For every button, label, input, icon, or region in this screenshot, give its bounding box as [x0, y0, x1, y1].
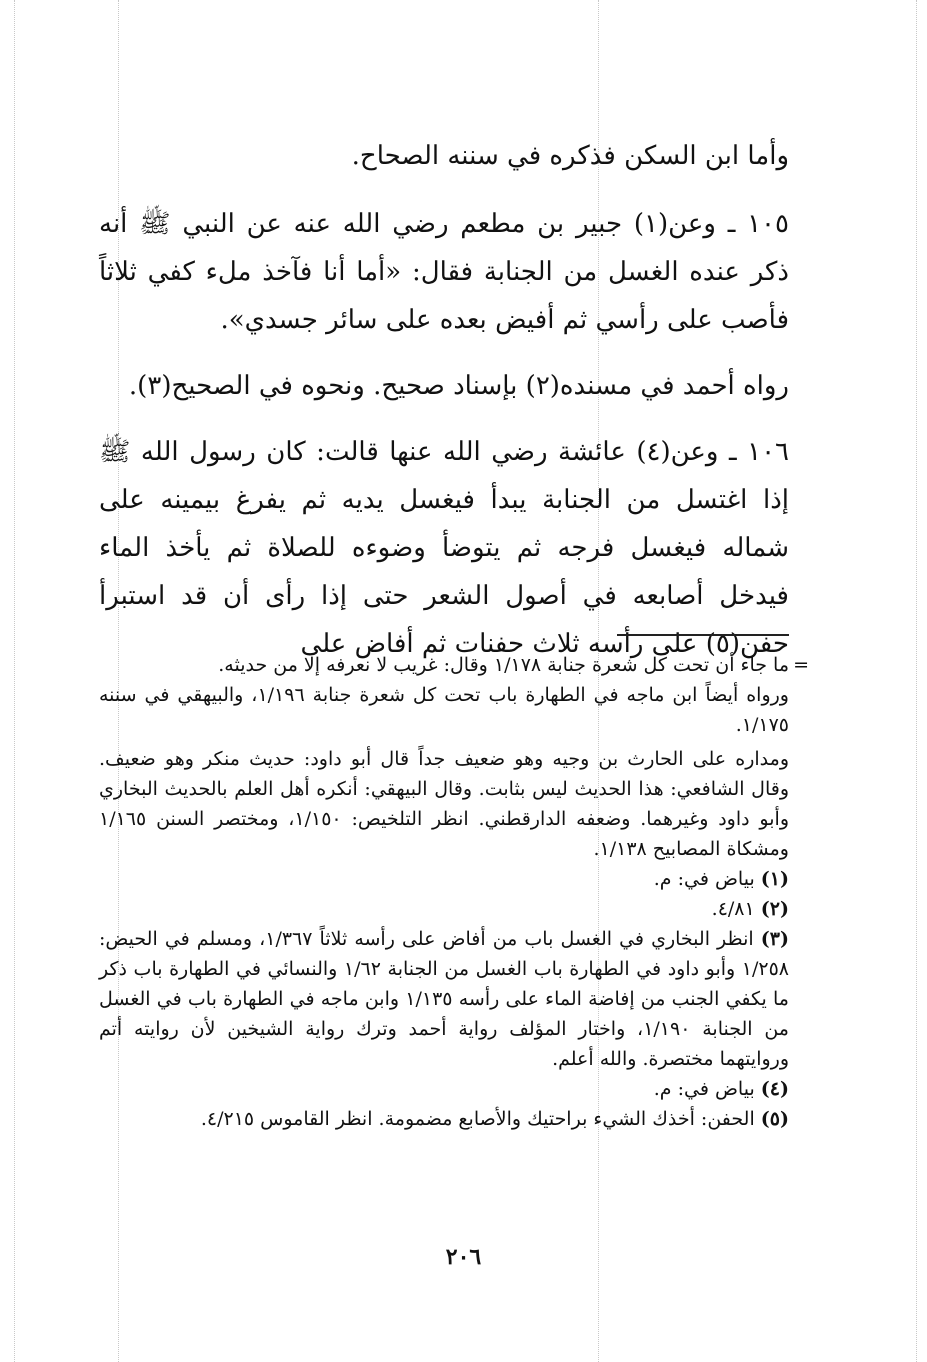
footnotes: [99, 650, 809, 1134]
hadith-105-source: رواه أحمد في مسنده(٢) بإسناد صحيح. ونحوه في الصحيح(٣).: [128, 371, 789, 401]
page-number: ٢٠٦: [445, 1244, 482, 1270]
footnote-separator: [617, 634, 789, 636]
scan-guide-line: [916, 0, 917, 1362]
paragraph-intro: وأما ابن السكن فذكره في سننه الصحاح.: [351, 141, 789, 171]
hadith-106: ١٠٦ ـ وعن(٤) عائشة رضي الله عنها قالت: كان رسول الله ﷺ إذا اغتسل من الجنابة يبدأ فيغسل يديه ثم يفرغ بيمينه على شماله فيغسل فرجه ثم يتوضأ وضوءه للصلاة ثم يأخذ الماء فيدخل أصابعه في أصول الشعر حتى إذا رأى أن قد استبرأ حفن(٥) على رأسه ثلاث حفنات ثم أفاض على: [99, 437, 790, 659]
footnote-text: بياض في: م.: [653, 868, 755, 890]
footnote-1: [99, 864, 789, 894]
scan-guide-line: [14, 0, 15, 1362]
footnote-number: (٣): [760, 928, 789, 950]
footnote-text: بياض في: م.: [653, 1078, 755, 1100]
hadith-105: ١٠٥ ـ وعن(١) جبير بن مطعم رضي الله عنه عن النبي ﷺ أنه ذكر عنده الغسل من الجنابة فقال: «أما أنا فآخذ ملء كفي ثلاثاً فأصب على رأسي ثم أفيض بعده على سائر جسدي».: [99, 209, 789, 335]
footnote-number: (٥): [760, 1108, 789, 1130]
footnote-number: (٢): [760, 898, 789, 920]
footnote-text: الحفن: أخذك الشيء براحتيك والأصابع مضمومة. انظر القاموس ٤/٢١٥.: [200, 1108, 755, 1130]
footnote-continuation: ورواه أيضاً ابن ماجه في الطهارة باب تحت كل شعرة جنابة ١/١٩٦، والبيهقي في سننه ١/١٧٥.: [99, 684, 789, 736]
main-text: [99, 132, 789, 686]
footnote-number: (٤): [760, 1078, 789, 1100]
footnote-continuation: ومداره على الحارث بن وجيه وهو ضعيف جداً قال أبو داود: حديث منكر وهو ضعيف. وقال الشافعي: هذا الحديث ليس بثابت. وقال البيهقي: أنكره أهل العلم بالحديث البخاري وأبو داود وغيرهما. وضعفه الدارقطني. انظر التلخيص: ١/١٥٠، ومختصر السنن ١/١٦٥ ومشكاة المصابيح ١/١٣٨.: [99, 748, 789, 860]
continuation-marker: =: [793, 654, 809, 676]
footnote-number: (١): [760, 868, 789, 890]
footnote-3: [99, 924, 789, 1074]
footnote-text: ٤/٨١.: [711, 898, 755, 920]
footnote-2: [99, 894, 789, 924]
footnote-text: انظر البخاري في الغسل باب من أفاض على رأسه ثلاثاً ١/٣٦٧، ومسلم في الحيض: ١/٢٥٨ وأبو داود في الطهارة باب الغسل من الجنابة ١/٦٢ والنسائي في الطهارة باب ذكر ما يكفي الجنب من إفاضة الماء على رأسه ١/١٣٥ وابن ماجه في الطهارة باب في الغسل من الجنابة ١/١٩٠، واختار المؤلف رواية أحمد وترك رواية الشيخين لأن روايته أتم وروايتهما مختصرة. والله أعلم.: [99, 928, 789, 1070]
footnote-5: [99, 1104, 789, 1134]
footnote-4: [99, 1074, 789, 1104]
footnote-continuation: ما جاء أن تحت كل شعرة جنابة ١/١٧٨ وقال: غريب لا نعرفه إلا من حديثه.: [218, 654, 789, 676]
